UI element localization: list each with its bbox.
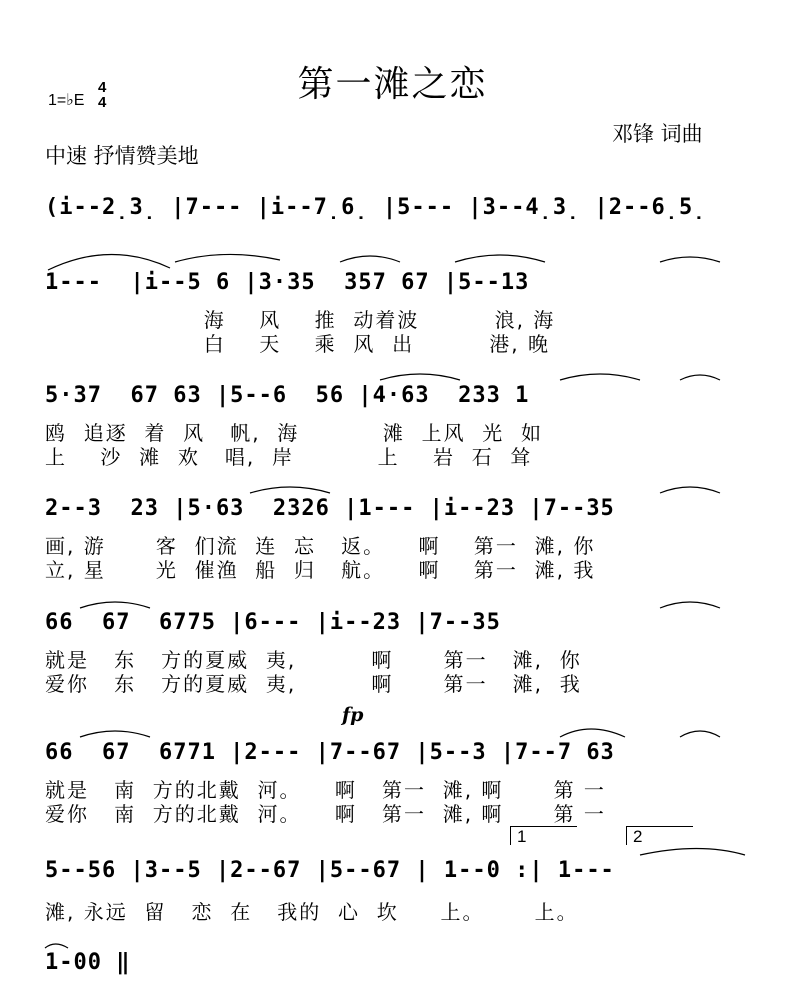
author-credit: 邓锋 词曲: [612, 122, 703, 146]
lyric-line-3-verse-1: 鸥 追逐 着 风 帆, 海 滩 上风 光 如: [45, 421, 544, 445]
notes-line-4: 2--3 23 |5·63 2326 |1--- |i--23 |7--35: [45, 496, 615, 521]
notes-line-3: 5·37 67 63 |5--6 56 |4·63 233 1: [45, 383, 530, 408]
lyric-line-7-verse-1: 滩, 永远 留 恋 在 我的 心 坎 上。 上。: [45, 900, 579, 924]
meter-bottom: 4: [98, 94, 107, 111]
key-signature: 1=♭E: [48, 92, 85, 109]
lyric-line-6-verse-1: 就是 南 方的北戴 河。 啊 第一 滩, 啊 第 一: [45, 778, 606, 802]
volta-first-label: 1: [517, 827, 527, 846]
notes-line-5: 66 67 6775 |6--- |i--23 |7--35: [45, 610, 501, 635]
volta-second-label: 2: [633, 827, 643, 846]
tempo-marking: 中速 抒情赞美地: [45, 144, 199, 168]
lyric-line-2-verse-1: 海 风 推 动着波 浪, 海: [45, 308, 556, 332]
song-title: 第一滩之恋: [297, 64, 488, 105]
lyric-line-4-verse-2: 立, 星 光 催渔 船 归 航。 啊 第一 滩, 我: [45, 558, 596, 582]
lyric-line-6-verse-2: 爱你 南 方的北戴 河。 啊 第一 滩, 啊 第 一: [45, 802, 606, 826]
dynamic-marking: fp: [342, 704, 364, 726]
notes-line-1: (i--2̣3̣ |7--- |i--7̣6̣ |5--- |3--4̣3̣ |2--6̣5̣: [45, 195, 707, 220]
lyric-line-5-verse-1: 就是 东 方的夏威 夷, 啊 第一 滩, 你: [45, 648, 582, 672]
notes-line-6: 66 67 6771 |2--- |7--67 |5--3 |7--7 63: [45, 740, 615, 765]
lyric-line-3-verse-2: 上 沙 滩 欢 唱, 岸 上 岩 石 耸: [45, 445, 533, 469]
notes-line-2: 1--- |i--5 6 |3·35 357 67 |5--13: [45, 270, 530, 295]
meter-top: 4: [98, 79, 107, 96]
lyric-line-4-verse-1: 画, 游 客 们流 连 忘 返。 啊 第一 滩, 你: [45, 534, 596, 558]
notes-line-8: 1-00 ‖: [45, 950, 131, 975]
lyric-line-5-verse-2: 爱你 东 方的夏威 夷, 啊 第一 滩, 我: [45, 672, 582, 696]
notes-line-7: 5--56 |3--5 |2--67 |5--67 | 1--0 :| 1---: [45, 858, 615, 883]
lyric-line-2-verse-2: 白 天 乘 风 出 港, 晚: [45, 332, 551, 356]
